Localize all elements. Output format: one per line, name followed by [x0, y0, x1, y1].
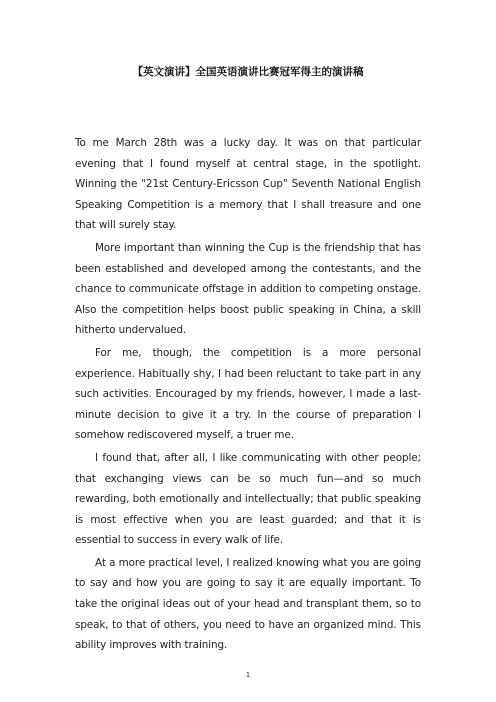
- paragraph-5: At a more practical level, I realized knowing what you are going to say and how you are going to say it are equally important. To take the original ideas out of your head and transplant them, so to speak, to that of others, you need to have an organized mind. This ability improves with training.: [75, 556, 421, 652]
- paragraph-3: For me, though, the competition is a more personal experience. Habitually shy, I had been reluctant to take part in any such activities. Encouraged by my friends, however, I made a last-minute decision to give it a try. In the course of preparation I somehow rediscovered myself, a truer me.: [75, 346, 421, 442]
- paragraph-4: I found that, after all, I like communicating with other people; that exchanging views can be so much fun—and so much rewarding, both emotionally and intellectually; that public speaking is most effective when you are least guarded; and that it is essential to success in every walk of life.: [75, 451, 421, 547]
- document-title: 【英文演讲】全国英语演讲比赛冠军得主的演讲稿: [132, 66, 364, 78]
- paragraph-1: To me March 28th was a lucky day. It was on that particular evening that I found myself at central stage, in the spotlight. Winning the "21st Century-Ericsson Cup" Seventh National English Speaking Competition is a memory that I shall treasure and one that will surely stay.: [75, 137, 421, 232]
- paragraph-2: More important than winning the Cup is the friendship that has been established and developed among the contestants, and the chance to communicate offstage in addition to competing onstage. Also the competition helps boost public speaking in China, a skill hitherto undervalued.: [75, 241, 421, 337]
- page-number: 1: [245, 671, 251, 679]
- document-body: [75, 133, 421, 658]
